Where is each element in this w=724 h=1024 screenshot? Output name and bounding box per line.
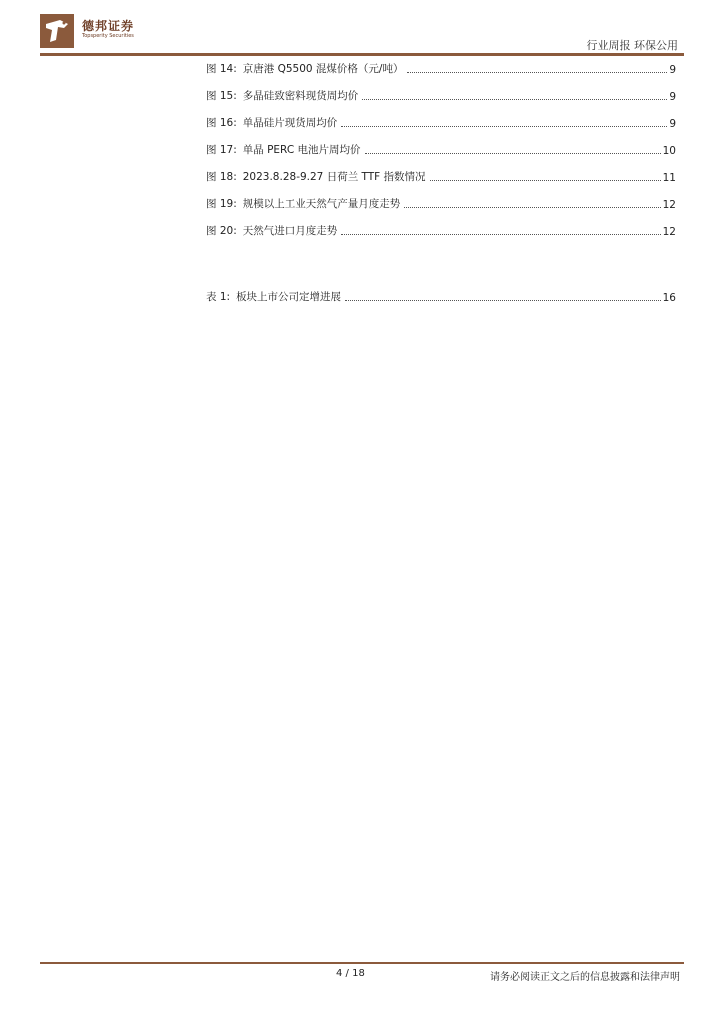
toc-entry-figure[interactable] (206, 141, 676, 157)
toc-label: 图 20: (206, 225, 237, 237)
toc-page-number: 9 (669, 91, 676, 103)
toc-title: 规模以上工业天然气产量月度走势 (242, 198, 401, 210)
toc-leader-dots (407, 71, 667, 73)
toc-title: 天然气进口月度走势 (242, 225, 338, 237)
toc-leader-dots (341, 125, 667, 127)
toc-entry-figure[interactable] (206, 60, 676, 76)
toc-title: 京唐港 Q5500 混煤价格（元/吨） (242, 63, 404, 75)
toc-title: 板块上市公司定增进展 (236, 291, 342, 303)
toc-label: 图 17: (206, 144, 237, 156)
toc-label: 图 19: (206, 198, 237, 210)
brand-name-en: Topsperity Securities (82, 33, 134, 39)
toc-entry-figure[interactable] (206, 222, 676, 238)
report-category: 行业周报 环保公用 (586, 39, 678, 52)
toc-title: 单晶 PERC 电池片周均价 (242, 144, 361, 156)
toc-entry-figure[interactable] (206, 168, 676, 184)
toc-entry-figure[interactable] (206, 114, 676, 130)
toc-leader-dots (430, 179, 661, 181)
toc-label: 图 16: (206, 117, 237, 129)
toc-page-number: 12 (662, 199, 676, 211)
brand-name-cn: 德邦证券 (82, 19, 135, 33)
toc-leader-dots (362, 98, 667, 100)
toc-label: 图 15: (206, 90, 237, 102)
page-number: 4 / 18 (336, 968, 365, 979)
toc-leader-dots (404, 206, 660, 208)
toc-leader-dots (345, 299, 661, 301)
legal-disclaimer: 请务必阅读正文之后的信息披露和法律声明 (490, 972, 680, 983)
page-header (0, 0, 724, 60)
toc-title: 多晶硅致密料现货周均价 (242, 90, 359, 102)
topsperity-logo-icon (40, 14, 74, 48)
toc-page-number: 12 (662, 226, 676, 238)
toc-page-number: 9 (669, 118, 676, 130)
toc-leader-dots (341, 233, 660, 235)
toc-label: 图 18: (206, 171, 237, 183)
toc-page-number: 10 (662, 145, 676, 157)
toc-title: 2023.8.28-9.27 日荷兰 TTF 指数情况 (242, 171, 426, 183)
toc-entry-table[interactable] (206, 288, 676, 304)
toc-entry-figure[interactable] (206, 87, 676, 103)
header-divider (40, 53, 684, 56)
toc-label: 表 1: (206, 291, 231, 303)
toc-leader-dots (365, 152, 661, 154)
toc-title: 单晶硅片现货周均价 (242, 117, 338, 129)
toc-page-number: 16 (662, 292, 676, 304)
toc-entry-figure[interactable] (206, 195, 676, 211)
toc-page-number: 11 (662, 172, 676, 184)
toc-label: 图 14: (206, 63, 237, 75)
toc-page-number: 9 (669, 64, 676, 76)
footer-divider (40, 962, 684, 964)
